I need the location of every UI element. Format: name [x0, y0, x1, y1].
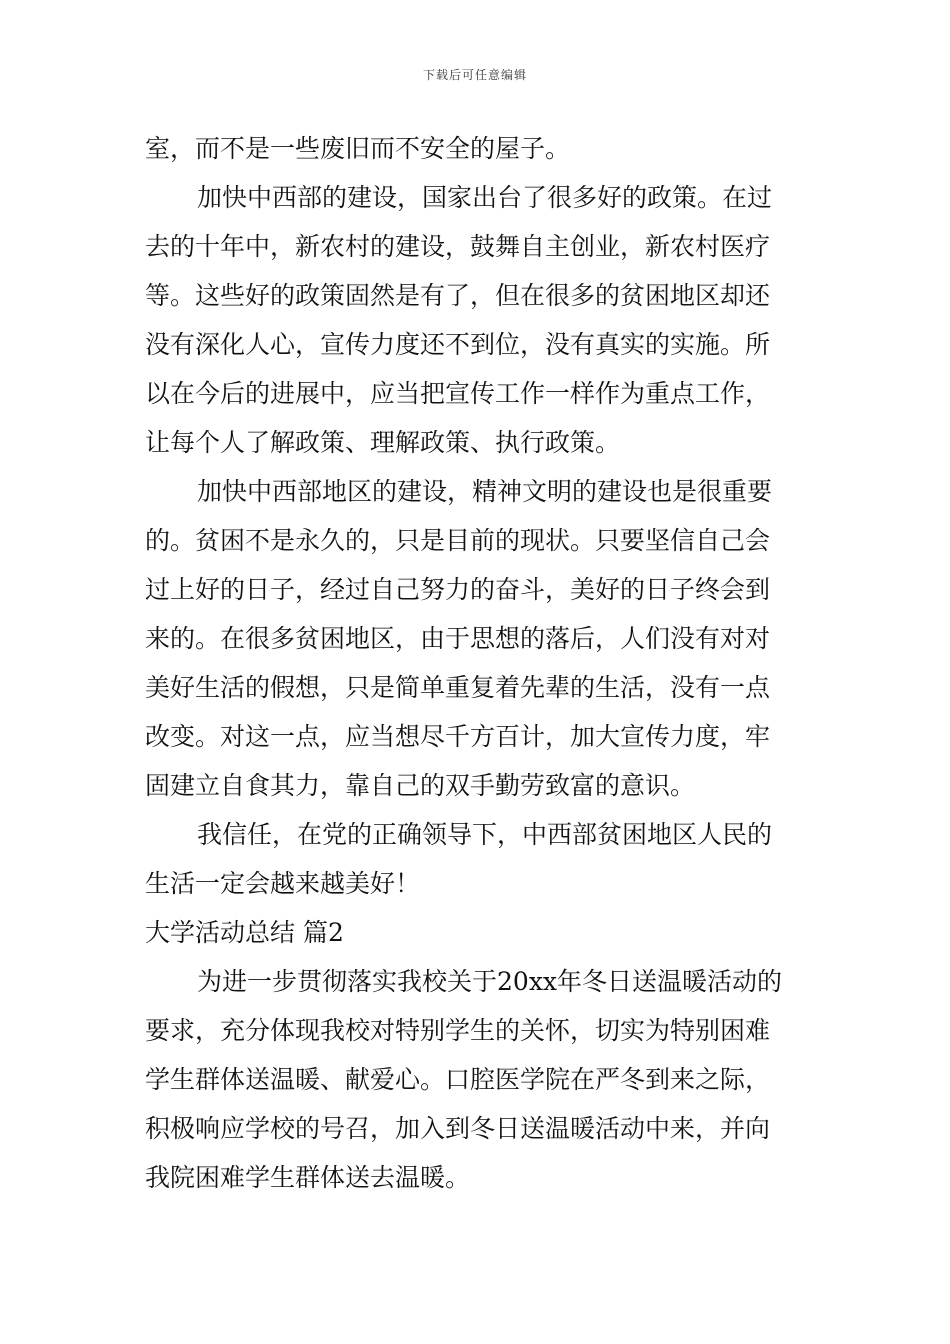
text-line: 要求，充分体现我校对特别学生的关怀，切实为特别困难 [145, 1016, 771, 1045]
text-line: 来的。在很多贫困地区，由于思想的落后，人们没有对对 [145, 624, 771, 653]
text-line: 学生群体送温暖、献爱心。口腔医学院在严冬到来之际， [145, 1065, 771, 1094]
paragraph-start-line: 加快中西部的建设，国家出台了很多好的政策。在过 [197, 183, 773, 212]
text-line: 以在今后的进展中，应当把宣传工作一样作为重点工作， [145, 379, 771, 408]
paragraph-start-line: 我信任，在党的正确领导下，中西部贫困地区人民的 [197, 820, 773, 849]
text-line: 没有深化人心，宣传力度还不到位，没有真实的实施。所 [145, 330, 771, 359]
text-line: 室，而不是一些废旧而不安全的屋子。 [145, 134, 571, 163]
text-line: 的。贫困不是永久的，只是目前的现状。只要坚信自己会 [145, 526, 771, 555]
text-line: 改变。对这一点，应当想尽千方百计，加大宣传力度，牢 [145, 722, 771, 751]
document-body [145, 124, 805, 1202]
text-line: 我院困难学生群体送去温暖。 [145, 1163, 471, 1192]
text-line: 固建立自食其力，靠自己的双手勤劳致富的意识。 [145, 771, 696, 800]
text-line: 等。这些好的政策固然是有了，但在很多的贫困地区却还 [145, 281, 771, 310]
section-heading: 大学活动总结 篇2 [145, 918, 344, 947]
text-line: 去的十年中，新农村的建设，鼓舞自主创业，新农村医疗 [145, 232, 771, 261]
text-line: 积极响应学校的号召，加入到冬日送温暖活动中来，并向 [145, 1114, 771, 1143]
paragraph-start-line: 为进一步贯彻落实我校关于20xx年冬日送温暖活动的 [197, 967, 783, 996]
page-header: 下载后可任意编辑 [422, 68, 527, 82]
paragraph-start-line: 加快中西部地区的建设，精神文明的建设也是很重要 [197, 477, 773, 506]
text-line: 过上好的日子，经过自己努力的奋斗，美好的日子终会到 [145, 575, 771, 604]
text-line: 让每个人了解政策、理解政策、执行政策。 [145, 428, 621, 457]
text-line: 美好生活的假想，只是简单重复着先辈的生活，没有一点 [145, 673, 771, 702]
text-line: 生活一定会越来越美好！ [145, 869, 421, 898]
